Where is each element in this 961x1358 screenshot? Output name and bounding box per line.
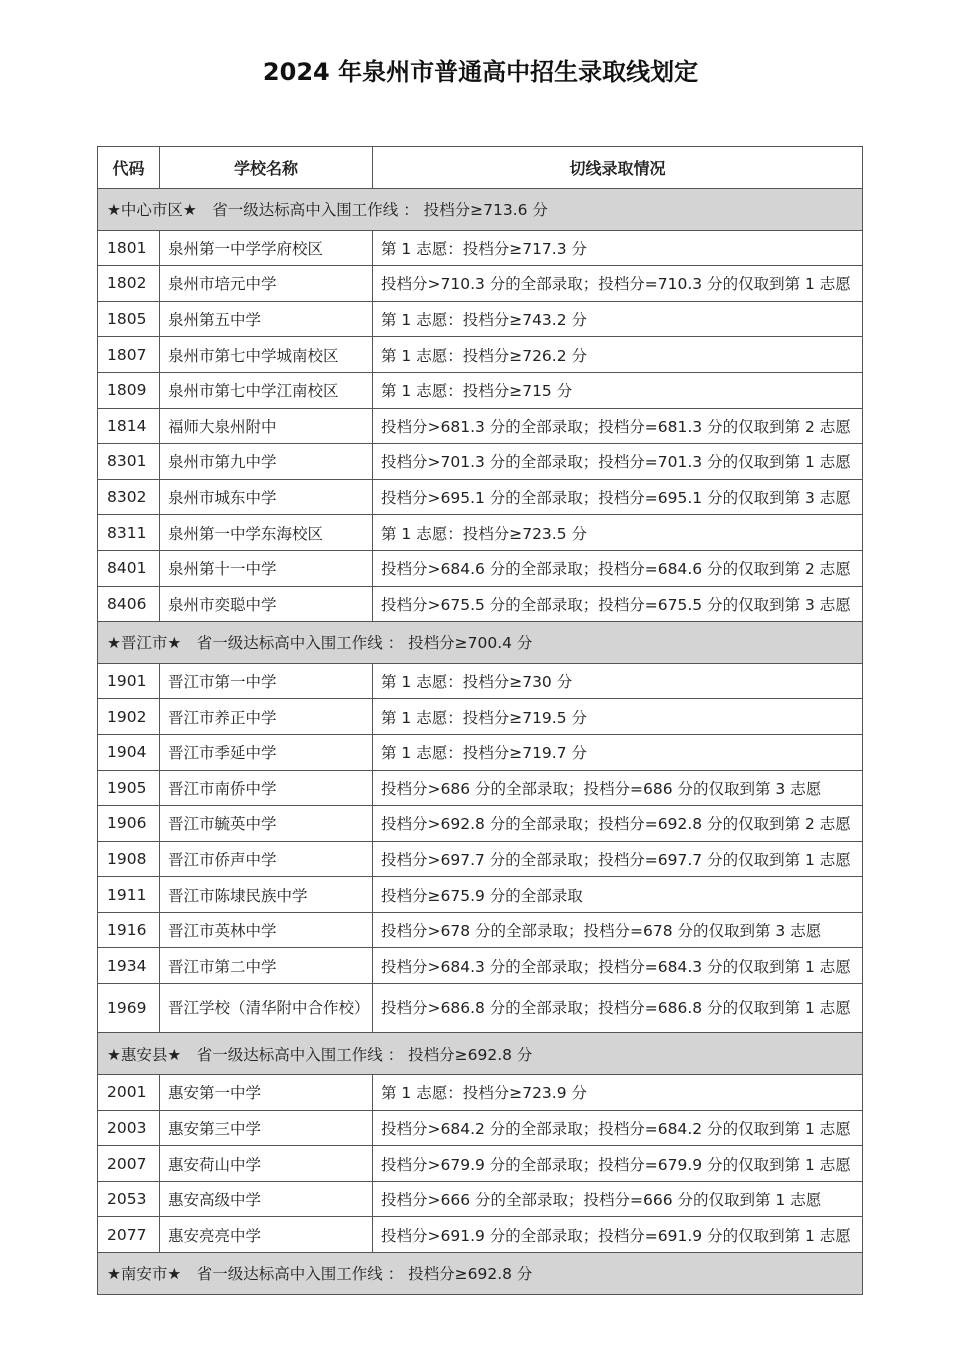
result-cell: 投档分>710.3 分的全部录取；投档分=710.3 分的仅取到第 1 志愿 xyxy=(373,266,863,302)
school-code-cell: 1916 xyxy=(98,912,160,948)
school-name-cell: 晋江市养正中学 xyxy=(160,699,373,735)
school-name-cell: 晋江学校（清华附中合作校） xyxy=(160,984,373,1033)
result-cell: 第 1 志愿：投档分≥715 分 xyxy=(373,372,863,408)
table-row xyxy=(98,479,863,515)
result-cell: 投档分>679.9 分的全部录取；投档分=679.9 分的仅取到第 1 志愿 xyxy=(373,1146,863,1182)
result-cell: 第 1 志愿：投档分≥743.2 分 xyxy=(373,301,863,337)
table-row xyxy=(98,230,863,266)
school-code-cell: 8311 xyxy=(98,515,160,551)
school-name-cell: 泉州市第九中学 xyxy=(160,444,373,480)
result-cell: 投档分>695.1 分的全部录取；投档分=695.1 分的仅取到第 3 志愿 xyxy=(373,479,863,515)
school-name-cell: 惠安荷山中学 xyxy=(160,1146,373,1182)
school-name-cell: 泉州第一中学东海校区 xyxy=(160,515,373,551)
result-cell: 第 1 志愿：投档分≥730 分 xyxy=(373,663,863,699)
table-row xyxy=(98,1217,863,1253)
section-label: ★晋江市★ 省一级达标高中入围工作线 ： 投档分≥700.4 分 xyxy=(98,622,863,664)
table-row xyxy=(98,841,863,877)
school-code-cell: 1801 xyxy=(98,230,160,266)
table-header-row xyxy=(98,147,863,189)
table-body xyxy=(98,189,863,1295)
table-row xyxy=(98,266,863,302)
section-row xyxy=(98,1253,863,1295)
school-code-cell: 1934 xyxy=(98,948,160,984)
section-row xyxy=(98,1033,863,1075)
section-row xyxy=(98,622,863,664)
result-cell: 投档分>697.7 分的全部录取；投档分=697.7 分的仅取到第 1 志愿 xyxy=(373,841,863,877)
school-code-cell: 2007 xyxy=(98,1146,160,1182)
school-name-cell: 晋江市第一中学 xyxy=(160,663,373,699)
school-name-cell: 晋江市侨声中学 xyxy=(160,841,373,877)
result-cell: 投档分>692.8 分的全部录取；投档分=692.8 分的仅取到第 2 志愿 xyxy=(373,806,863,842)
header-result: 切线录取情况 xyxy=(373,147,863,189)
school-code-cell: 1805 xyxy=(98,301,160,337)
result-cell: 投档分>691.9 分的全部录取；投档分=691.9 分的仅取到第 1 志愿 xyxy=(373,1217,863,1253)
school-code-cell: 1911 xyxy=(98,877,160,913)
table-row xyxy=(98,806,863,842)
table-row xyxy=(98,372,863,408)
school-code-cell: 2053 xyxy=(98,1181,160,1217)
table-row xyxy=(98,699,863,735)
table-row xyxy=(98,877,863,913)
school-name-cell: 晋江市南侨中学 xyxy=(160,770,373,806)
school-code-cell: 1809 xyxy=(98,372,160,408)
school-code-cell: 1905 xyxy=(98,770,160,806)
header-code: 代码 xyxy=(98,147,160,189)
page-title: 2024 年泉州市普通高中招生录取线划定 xyxy=(262,58,699,86)
admission-table xyxy=(97,146,863,1295)
school-code-cell: 1904 xyxy=(98,734,160,770)
school-code-cell: 1901 xyxy=(98,663,160,699)
result-cell: 投档分>678 分的全部录取；投档分=678 分的仅取到第 3 志愿 xyxy=(373,912,863,948)
school-code-cell: 2003 xyxy=(98,1110,160,1146)
result-cell: 投档分>675.5 分的全部录取；投档分=675.5 分的仅取到第 3 志愿 xyxy=(373,586,863,622)
table-row xyxy=(98,734,863,770)
result-cell: 投档分>701.3 分的全部录取；投档分=701.3 分的仅取到第 1 志愿 xyxy=(373,444,863,480)
result-cell: 投档分>686.8 分的全部录取；投档分=686.8 分的仅取到第 1 志愿 xyxy=(373,984,863,1033)
table-row xyxy=(98,912,863,948)
table-row xyxy=(98,1110,863,1146)
result-cell: 第 1 志愿：投档分≥723.5 分 xyxy=(373,515,863,551)
table-row xyxy=(98,770,863,806)
school-code-cell: 1802 xyxy=(98,266,160,302)
school-name-cell: 惠安第三中学 xyxy=(160,1110,373,1146)
result-cell: 投档分>684.2 分的全部录取；投档分=684.2 分的仅取到第 1 志愿 xyxy=(373,1110,863,1146)
school-name-cell: 泉州市奕聪中学 xyxy=(160,586,373,622)
result-cell: 投档分>684.6 分的全部录取；投档分=684.6 分的仅取到第 2 志愿 xyxy=(373,550,863,586)
result-cell: 第 1 志愿：投档分≥726.2 分 xyxy=(373,337,863,373)
section-label: ★南安市★ 省一级达标高中入围工作线 ： 投档分≥692.8 分 xyxy=(98,1253,863,1295)
school-name-cell: 泉州第十一中学 xyxy=(160,550,373,586)
school-name-cell: 惠安亮亮中学 xyxy=(160,1217,373,1253)
section-row xyxy=(98,189,863,231)
result-cell: 投档分>686 分的全部录取；投档分=686 分的仅取到第 3 志愿 xyxy=(373,770,863,806)
result-cell: 第 1 志愿：投档分≥723.9 分 xyxy=(373,1075,863,1111)
result-cell: 投档分>666 分的全部录取；投档分=666 分的仅取到第 1 志愿 xyxy=(373,1181,863,1217)
table-row xyxy=(98,984,863,1033)
school-code-cell: 8302 xyxy=(98,479,160,515)
school-code-cell: 2077 xyxy=(98,1217,160,1253)
school-name-cell: 泉州第五中学 xyxy=(160,301,373,337)
school-name-cell: 泉州第一中学学府校区 xyxy=(160,230,373,266)
table-row xyxy=(98,408,863,444)
school-name-cell: 惠安高级中学 xyxy=(160,1181,373,1217)
table-row xyxy=(98,663,863,699)
section-label: ★中心市区★ 省一级达标高中入围工作线 ： 投档分≥713.6 分 xyxy=(98,189,863,231)
result-cell: 投档分≥675.9 分的全部录取 xyxy=(373,877,863,913)
school-name-cell: 惠安第一中学 xyxy=(160,1075,373,1111)
table-row xyxy=(98,550,863,586)
school-code-cell: 1807 xyxy=(98,337,160,373)
school-name-cell: 福师大泉州附中 xyxy=(160,408,373,444)
table-row xyxy=(98,515,863,551)
table-row xyxy=(98,948,863,984)
result-cell: 投档分>684.3 分的全部录取；投档分=684.3 分的仅取到第 1 志愿 xyxy=(373,948,863,984)
school-code-cell: 8301 xyxy=(98,444,160,480)
school-name-cell: 晋江市季延中学 xyxy=(160,734,373,770)
table-row xyxy=(98,1181,863,1217)
school-code-cell: 1908 xyxy=(98,841,160,877)
school-code-cell: 1969 xyxy=(98,984,160,1033)
table-row xyxy=(98,444,863,480)
school-code-cell: 8401 xyxy=(98,550,160,586)
school-code-cell: 1906 xyxy=(98,806,160,842)
school-name-cell: 晋江市毓英中学 xyxy=(160,806,373,842)
school-name-cell: 泉州市第七中学城南校区 xyxy=(160,337,373,373)
school-name-cell: 泉州市城东中学 xyxy=(160,479,373,515)
table-row xyxy=(98,301,863,337)
school-name-cell: 晋江市第二中学 xyxy=(160,948,373,984)
school-name-cell: 泉州市培元中学 xyxy=(160,266,373,302)
result-cell: 投档分>681.3 分的全部录取；投档分=681.3 分的仅取到第 2 志愿 xyxy=(373,408,863,444)
school-code-cell: 1902 xyxy=(98,699,160,735)
result-cell: 第 1 志愿：投档分≥719.5 分 xyxy=(373,699,863,735)
result-cell: 第 1 志愿：投档分≥717.3 分 xyxy=(373,230,863,266)
school-code-cell: 1814 xyxy=(98,408,160,444)
result-cell: 第 1 志愿：投档分≥719.7 分 xyxy=(373,734,863,770)
table-row xyxy=(98,1146,863,1182)
table-row xyxy=(98,337,863,373)
school-code-cell: 2001 xyxy=(98,1075,160,1111)
school-name-cell: 泉州市第七中学江南校区 xyxy=(160,372,373,408)
header-school-name: 学校名称 xyxy=(160,147,373,189)
table-row xyxy=(98,1075,863,1111)
table-row xyxy=(98,586,863,622)
school-code-cell: 8406 xyxy=(98,586,160,622)
school-name-cell: 晋江市英林中学 xyxy=(160,912,373,948)
school-name-cell: 晋江市陈埭民族中学 xyxy=(160,877,373,913)
section-label: ★惠安县★ 省一级达标高中入围工作线 ： 投档分≥692.8 分 xyxy=(98,1033,863,1075)
